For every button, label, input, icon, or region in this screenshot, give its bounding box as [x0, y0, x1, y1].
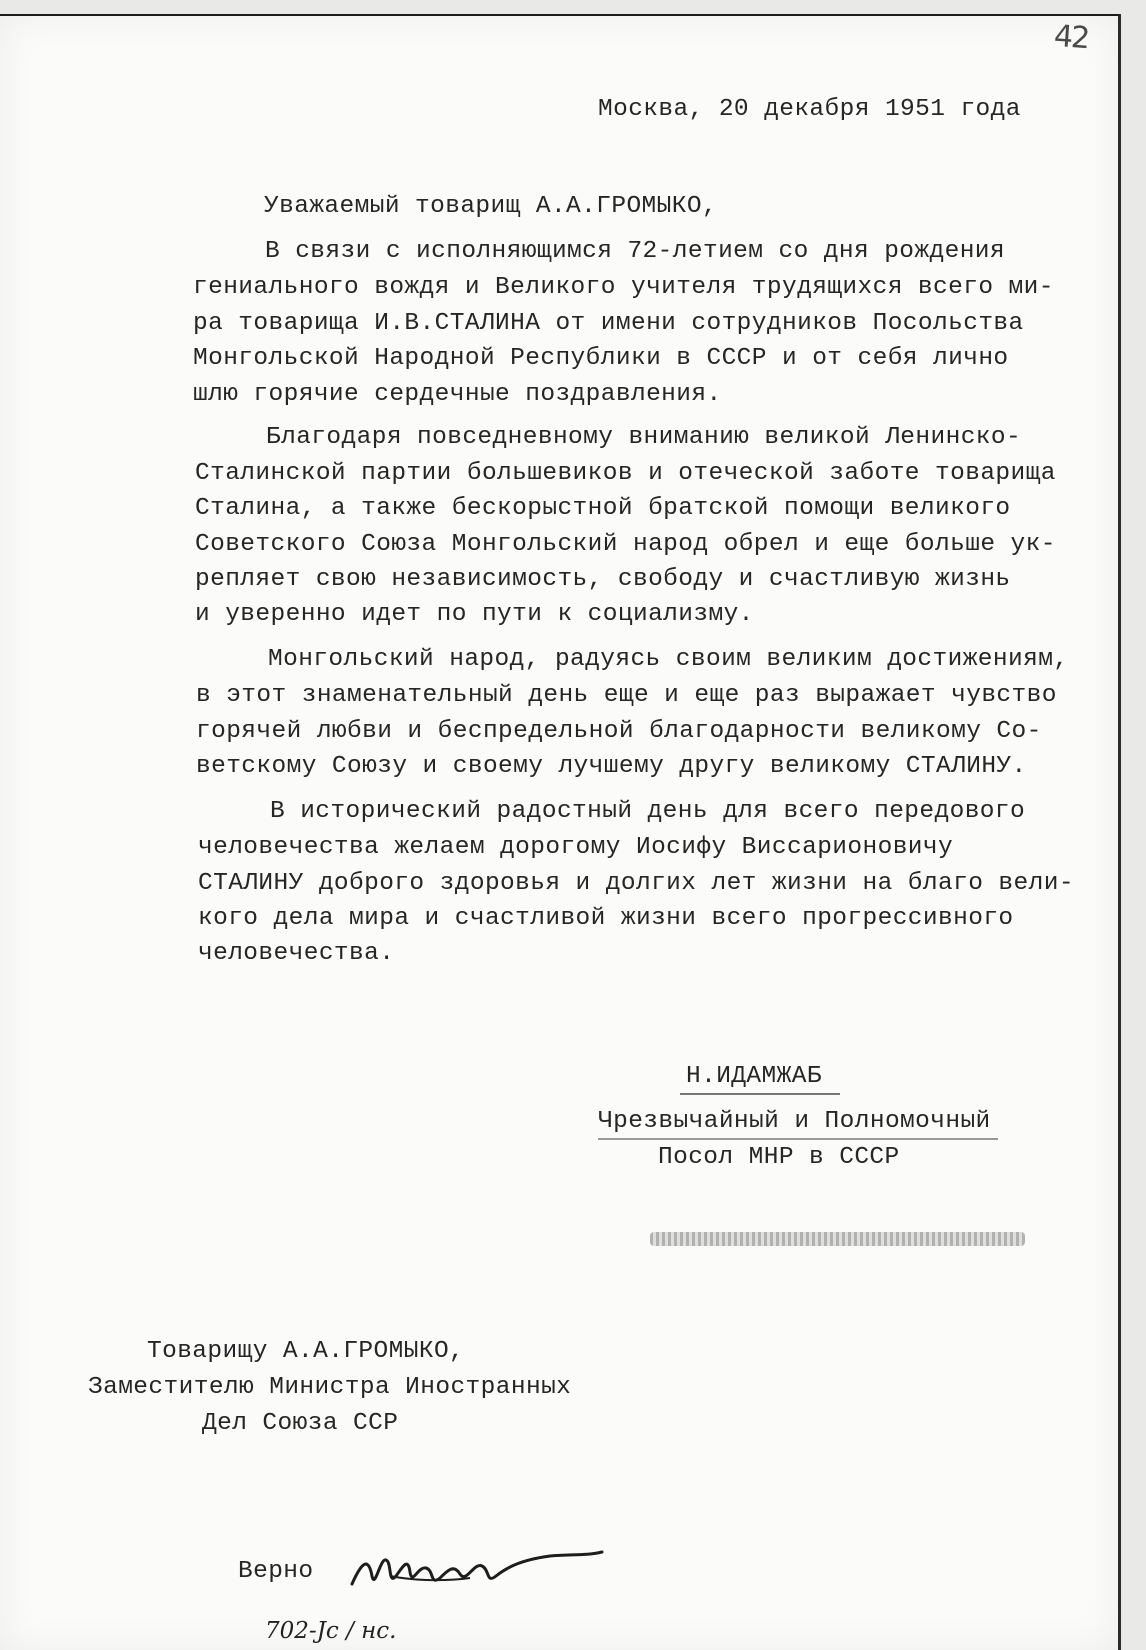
- ink-smudge: [650, 1232, 1025, 1246]
- addressee-line: Заместителю Министра Иностранных: [88, 1374, 572, 1401]
- body-line: Монгольской Народной Республики в СССР и от себя лично: [193, 345, 1009, 372]
- body-line: человечества.: [198, 940, 395, 967]
- body-line: В исторический радостный день для всего передового: [270, 798, 1026, 825]
- addressee-line: Дел Союза ССР: [202, 1410, 399, 1437]
- reference-number: 702-Jc / нс.: [265, 1618, 397, 1644]
- body-line: Сталина, а также бескорыстной братской помощи великого: [195, 495, 1011, 522]
- body-line: человечества желаем дорогому Иосифу Виссарионовичу: [198, 834, 954, 861]
- body-line: В связи с исполняющимся 72-летием со дня рождения: [265, 238, 1006, 265]
- body-line: и уверенно идет по пути к социализму.: [195, 601, 754, 628]
- signatory-name: Н.ИДАМЖАБ: [686, 1063, 822, 1090]
- body-line: Советского Союза Монгольский народ обрел и еще больше ук-: [195, 531, 1056, 558]
- body-line: Благодаря повседневному вниманию великой Ленинско-: [266, 424, 1022, 451]
- body-line: СТАЛИНУ доброго здоровья и долгих лет жизни на благо вели-: [198, 870, 1074, 897]
- body-line: шлю горячие сердечные поздравления.: [193, 381, 722, 408]
- body-line: ра товарища И.В.СТАЛИНА от имени сотрудников Посольства: [193, 310, 1024, 337]
- body-line: ветскому Союзу и своему лучшему другу великому СТАЛИНУ.: [196, 753, 1027, 780]
- handwritten-signature: [350, 1546, 610, 1596]
- addressee-line: Товарищу А.А.ГРОМЫКО,: [147, 1338, 465, 1365]
- salutation: Уважаемый товарищ А.А.ГРОМЫКО,: [264, 193, 718, 220]
- body-line: в этот знаменательный день еще и еще раз выражает чувство: [196, 682, 1057, 709]
- body-line: репляет свою независимость, свободу и счастливую жизнь: [195, 566, 1011, 593]
- place-date: Москва, 20 декабря 1951 года: [598, 96, 1021, 123]
- signatory-title-line1: Чрезвычайный и Полномочный: [598, 1108, 991, 1135]
- signatory-title-underline: [598, 1138, 998, 1140]
- body-line: Монгольский народ, радуясь своим великим достижениям,: [268, 646, 1069, 673]
- signatory-title-line2: Посол МНР в СССР: [658, 1144, 900, 1171]
- page-number: 42: [1052, 18, 1090, 57]
- body-line: Сталинской партии большевиков и отеческой заботе товарища: [195, 460, 1056, 487]
- body-line: кого дела мира и счастливой жизни всего прогрессивного: [198, 905, 1014, 932]
- verified-label: Верно: [238, 1558, 314, 1585]
- body-line: гениального вождя и Великого учителя трудящихся всего ми-: [193, 274, 1054, 301]
- body-line: горячей любви и беспредельной благодарности великому Со-: [196, 718, 1042, 745]
- signatory-name-underline: [680, 1093, 840, 1095]
